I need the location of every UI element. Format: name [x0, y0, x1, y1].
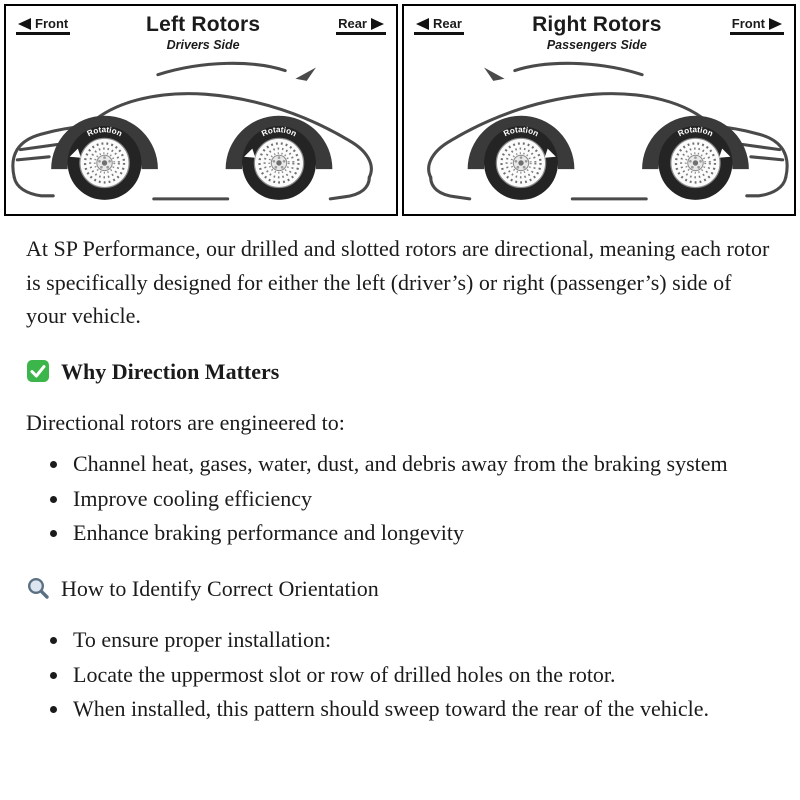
why-direction-bullet-list [26, 447, 774, 549]
direction-label: Rear [338, 16, 367, 31]
list-item: • Channel heat, gases, water, dust, and debris away from the braking system [70, 447, 774, 480]
arrow-left-icon [416, 18, 429, 30]
right-panel-titles [532, 13, 662, 52]
right-rotors-panel [402, 4, 796, 216]
panel-subtitle: Drivers Side [166, 38, 240, 52]
car-illustration-right [404, 48, 794, 214]
panel-title: Left Rotors [146, 13, 261, 36]
arrow-right-icon [371, 18, 384, 30]
rear-wheel-rotor [468, 116, 575, 200]
magnifier-icon [26, 576, 50, 600]
car-illustration-left [6, 48, 396, 214]
section-heading-orientation [26, 572, 774, 605]
list-item: • When installed, this pattern should sweep toward the rear of the vehicle. [70, 692, 774, 725]
arrow-left-icon [18, 18, 31, 30]
section-heading-text: How to Identify Correct Orientation [61, 575, 379, 601]
front-direction-indicator [730, 16, 784, 35]
rear-wheel-rotor [226, 116, 333, 200]
direction-label: Front [35, 16, 69, 31]
section-heading-text: Why Direction Matters [61, 358, 280, 384]
front-direction-indicator [16, 16, 70, 35]
list-item: • Improve cooling efficiency [70, 482, 774, 515]
rotor-direction-diagram [0, 0, 800, 216]
article-body [0, 216, 800, 725]
left-panel-titles [146, 13, 260, 52]
check-mark-icon [26, 359, 50, 383]
left-panel-header [6, 6, 396, 52]
panel-subtitle: Passengers Side [546, 38, 647, 52]
engineered-to-lead: Directional rotors are engineered to: [26, 410, 345, 435]
panel-title: Right Rotors [532, 13, 662, 36]
right-panel-header [404, 6, 794, 52]
left-rotors-panel [4, 4, 398, 216]
orientation-bullet-list [26, 623, 774, 725]
intro-paragraph: At SP Performance, our drilled and slotted rotors are directional, meaning each rotor is specifically designed for either the left (driver’s) or right (passenger’s) side of your vehicle. [26, 236, 770, 329]
list-item: • Enhance braking performance and longevity [70, 516, 774, 549]
section-heading-why-direction [26, 355, 774, 388]
list-item: • To ensure proper installation: [70, 623, 774, 656]
rear-direction-indicator [414, 16, 464, 35]
direction-label: Rear [433, 16, 462, 31]
list-item: • Locate the uppermost slot or row of drilled holes on the rotor. [70, 658, 774, 691]
arrow-right-icon [769, 18, 782, 30]
direction-label: Front [731, 16, 765, 31]
rear-direction-indicator [336, 16, 386, 35]
